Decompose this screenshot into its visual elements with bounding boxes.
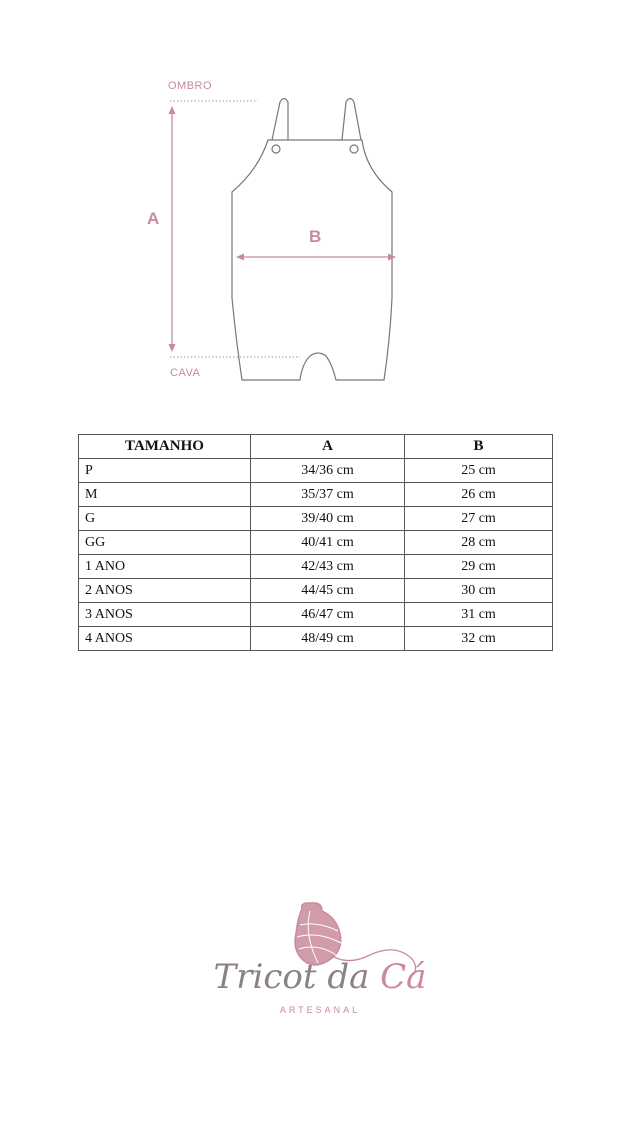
brand-name-main: Tricot da (213, 957, 381, 997)
a-cell: 42/43 cm (251, 555, 405, 579)
dimension-a-label: A (147, 209, 160, 228)
a-cell: 44/45 cm (251, 579, 405, 603)
b-cell: 30 cm (405, 579, 553, 603)
dimension-a-arrow (169, 106, 176, 352)
size-cell: 2 ANOS (79, 579, 251, 603)
header-a: A (251, 435, 405, 459)
brand-name-accent: Cá (380, 957, 427, 997)
dimension-b-arrow (236, 254, 396, 261)
b-cell: 26 cm (405, 483, 553, 507)
size-cell: P (79, 459, 251, 483)
cava-label: CAVA (170, 367, 201, 379)
measurement-diagram (0, 0, 640, 400)
a-cell: 34/36 cm (251, 459, 405, 483)
table-row (79, 483, 553, 507)
a-cell: 48/49 cm (251, 627, 405, 651)
table-header-row (79, 435, 553, 459)
table-row (79, 555, 553, 579)
table-row (79, 603, 553, 627)
size-cell: G (79, 507, 251, 531)
b-cell: 29 cm (405, 555, 553, 579)
size-table (78, 434, 553, 651)
a-cell: 40/41 cm (251, 531, 405, 555)
size-cell: 4 ANOS (79, 627, 251, 651)
a-cell: 35/37 cm (251, 483, 405, 507)
dimension-b-label: B (309, 227, 322, 246)
size-cell: 1 ANO (79, 555, 251, 579)
size-cell: M (79, 483, 251, 507)
b-cell: 28 cm (405, 531, 553, 555)
table-row (79, 579, 553, 603)
table-row (79, 627, 553, 651)
brand-tagline: ARTESANAL (279, 1005, 361, 1015)
table-row (79, 507, 553, 531)
romper-diagram-svg (0, 0, 640, 400)
size-cell: 3 ANOS (79, 603, 251, 627)
a-cell: 39/40 cm (251, 507, 405, 531)
b-cell: 27 cm (405, 507, 553, 531)
table-row (79, 531, 553, 555)
b-cell: 25 cm (405, 459, 553, 483)
brand-name (200, 957, 440, 997)
a-cell: 46/47 cm (251, 603, 405, 627)
b-cell: 32 cm (405, 627, 553, 651)
table-row (79, 459, 553, 483)
ombro-label: OMBRO (168, 80, 213, 92)
header-b: B (405, 435, 553, 459)
size-cell: GG (79, 531, 251, 555)
header-tamanho: TAMANHO (79, 435, 251, 459)
b-cell: 31 cm (405, 603, 553, 627)
brand-logo (200, 895, 440, 1035)
